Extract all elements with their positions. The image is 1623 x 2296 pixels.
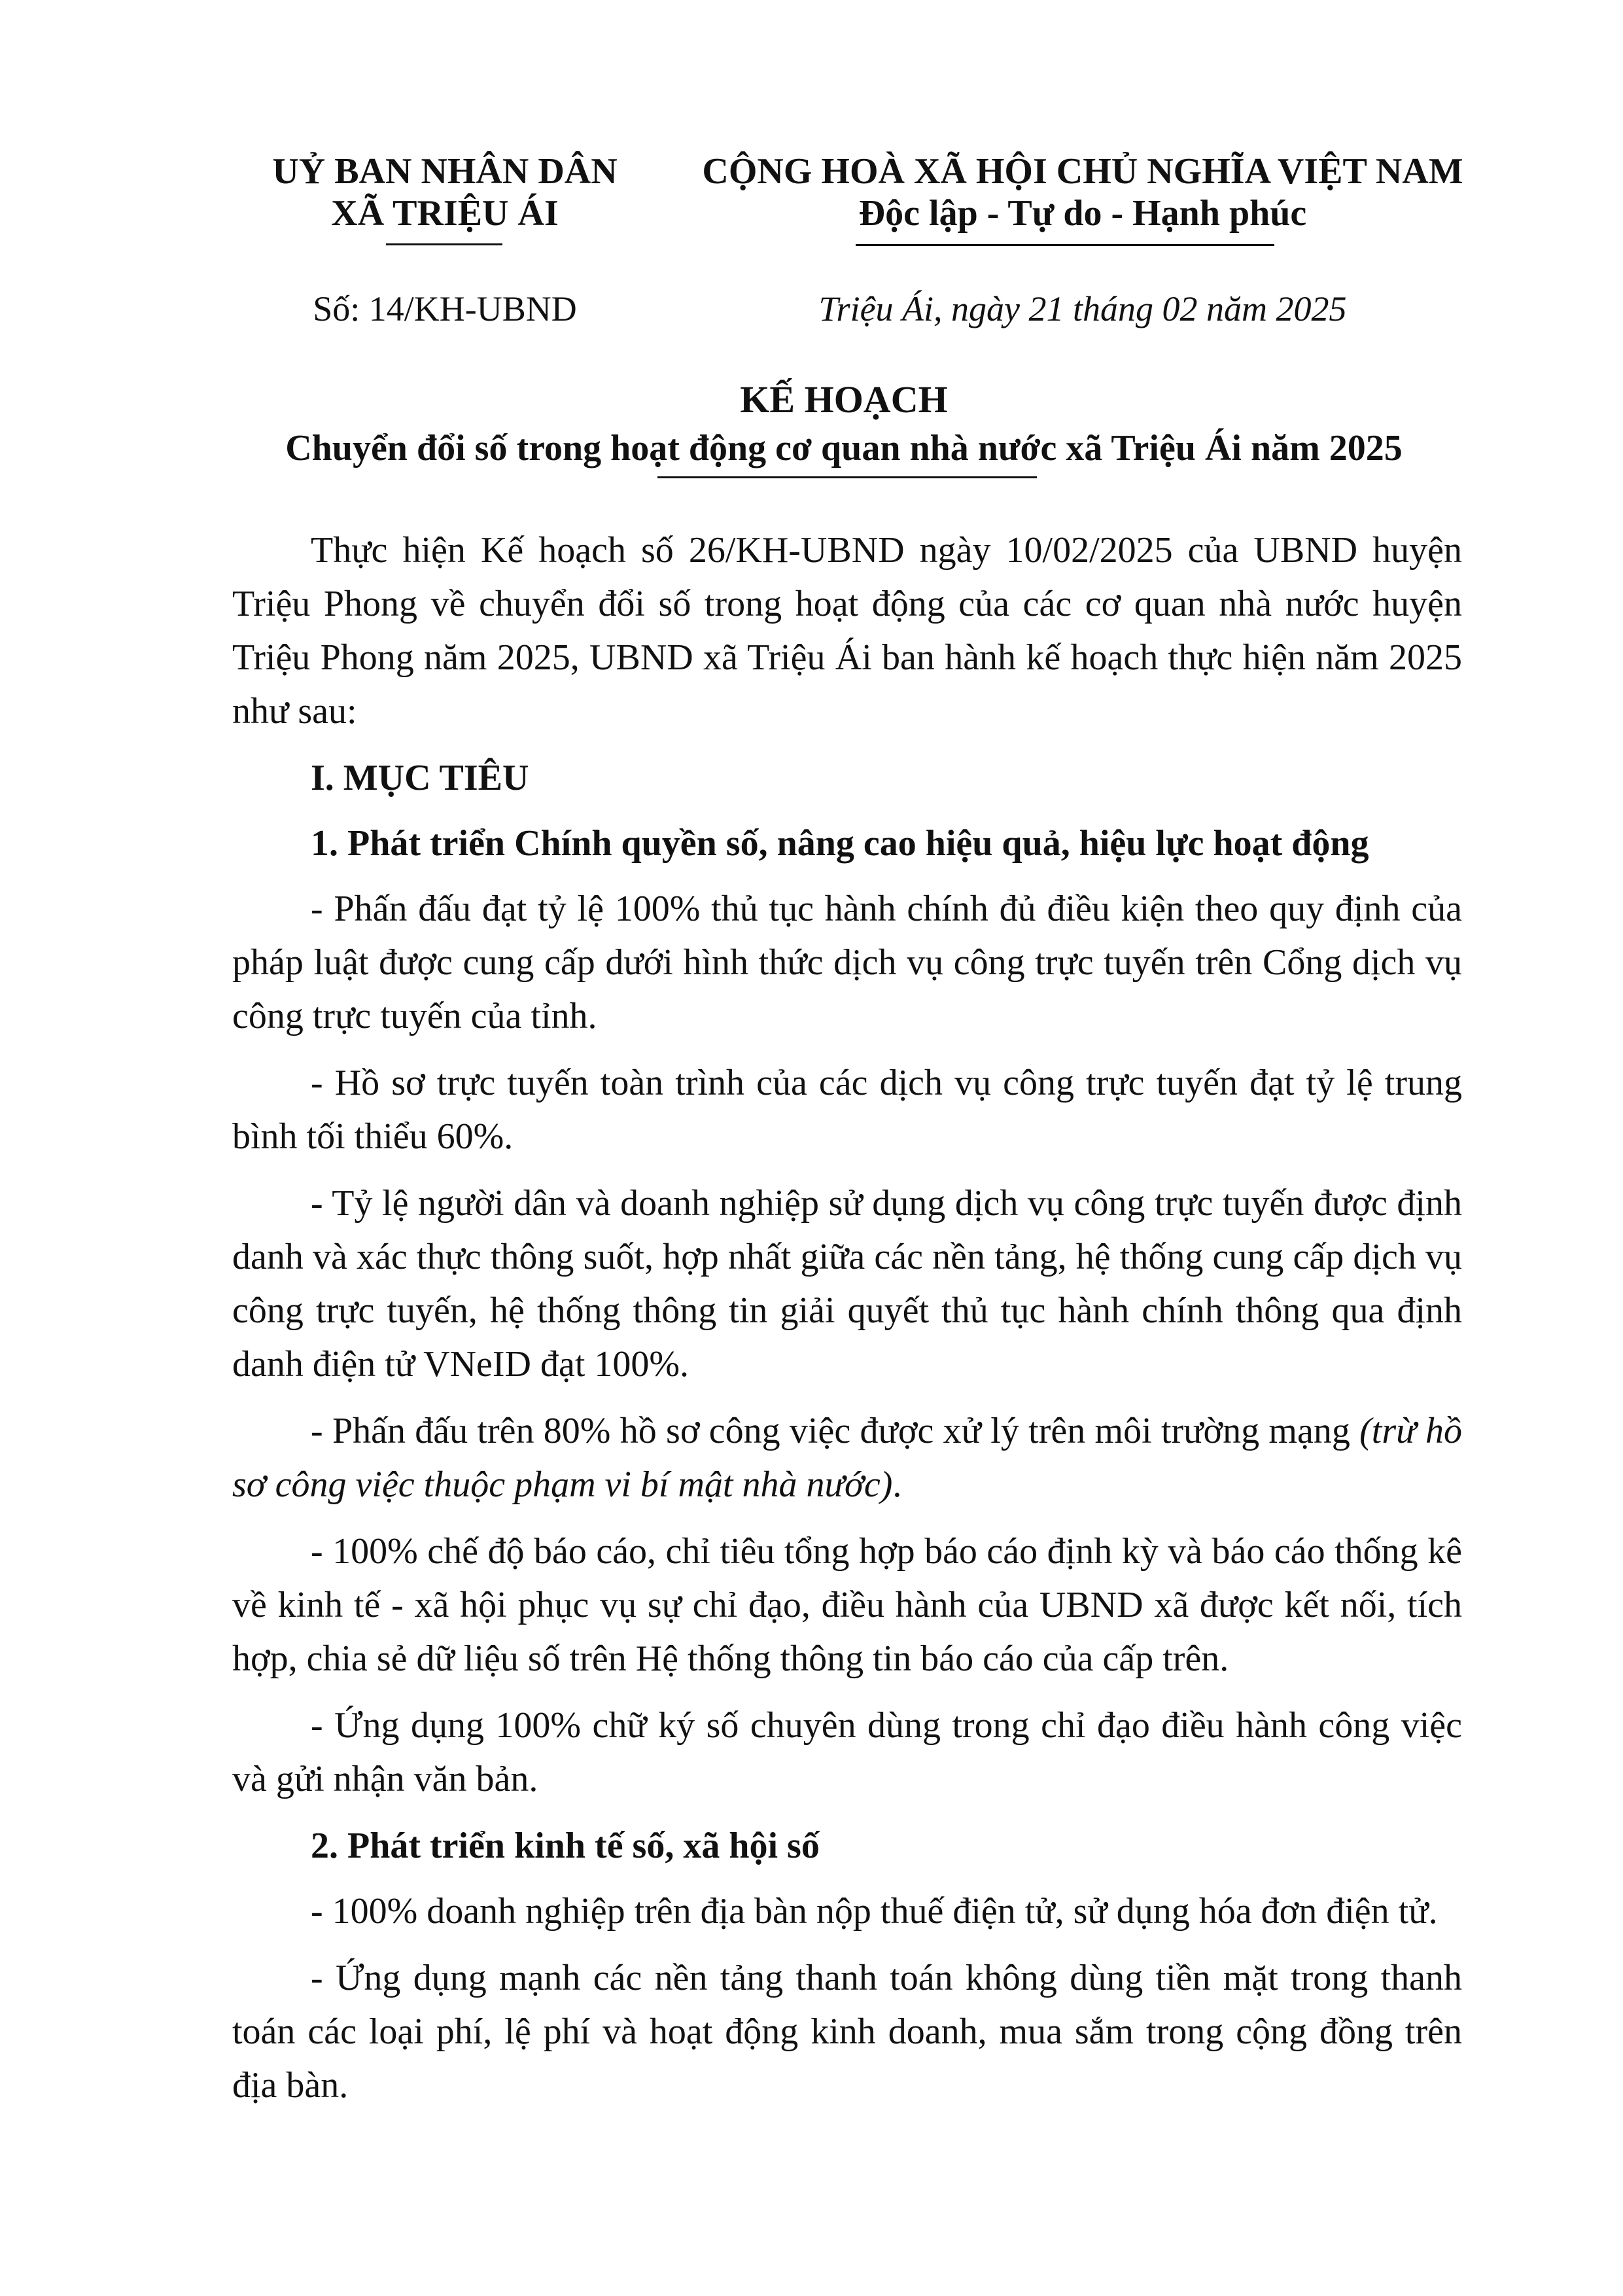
intro-paragraph: Thực hiện Kế hoạch số 26/KH-UBND ngày 10/02/2025 của UBND huyện Triệu Phong về chuyển đổi số trong hoạt động của các cơ quan nhà nước huyện Triệu Phong năm 2025, UBND xã Triệu Ái ban hành kế hoạch thực hiện năm 2025 như sau: [232, 530, 1462, 732]
objective-item: - Ứng dụng mạnh các nền tảng thanh toán không dùng tiền mặt trong thanh toán các loại phí, lệ phí và hoạt động kinh doanh, mua sắm trong cộng đồng trên địa bàn. [232, 1958, 1462, 2106]
objective-item: - Ứng dụng 100% chữ ký số chuyên dùng trong chỉ đạo điều hành công việc và gửi nhận văn bản. [232, 1705, 1462, 1799]
objective-item: - 100% doanh nghiệp trên địa bàn nộp thuế điện tử, sử dụng hóa đơn điện tử. [311, 1891, 1438, 1932]
agency-line-1: UỶ BAN NHÂN DÂN [272, 151, 618, 192]
document-subtitle: Chuyển đổi số trong hoạt động cơ quan nhà nước xã Triệu Ái năm 2025 [285, 428, 1403, 468]
motto-underline [856, 244, 1274, 246]
document-title: KẾ HOẠCH [740, 378, 948, 421]
section-heading-objectives: I. MỤC TIÊU [311, 758, 529, 798]
document-body [232, 523, 1462, 2125]
objective-item: - Phấn đấu đạt tỷ lệ 100% thủ tục hành chính đủ điều kiện theo quy định của pháp luật được cung cấp dưới hình thức dịch vụ công trực tuyến trên Cổng dịch vụ công trực tuyến của tỉnh. [232, 889, 1462, 1036]
objective-item [232, 1404, 1462, 1511]
document-date: Triệu Ái, ngày 21 tháng 02 năm 2025 [818, 289, 1347, 328]
national-motto: Độc lập - Tự do - Hạnh phúc [858, 193, 1307, 234]
subsection-heading-digital-government: 1. Phát triển Chính quyền số, nâng cao hiệu quả, hiệu lực hoạt động [311, 823, 1369, 864]
objective-item: - Hồ sơ trực tuyến toàn trình của các dịch vụ công trực tuyến đạt tỷ lệ trung bình tối thiểu 60%. [232, 1063, 1462, 1157]
national-title [680, 150, 1485, 234]
agency-underline [386, 243, 502, 245]
objective-item-end: . [892, 1464, 902, 1505]
issuing-agency [196, 150, 693, 234]
document-number: Số: 14/KH-UBND [313, 289, 577, 328]
agency-line-2: XÃ TRIỆU ÁI [331, 193, 559, 234]
objective-item: - 100% chế độ báo cáo, chỉ tiêu tổng hợp báo cáo định kỳ và báo cáo thống kê về kinh tế - xã hội phục vụ sự chỉ đạo, điều hành của UBND xã được kết nối, tích hợp, chia sẻ dữ liệu số trên Hệ thống thông tin báo cáo của cấp trên. [232, 1531, 1462, 1679]
objective-item-text: - Phấn đấu trên 80% hồ sơ công việc được xử lý trên môi trường mạng [311, 1411, 1360, 1451]
objective-item-note: (trừ hồ sơ công việc thuộc phạm vi bí mật nhà nước) [232, 1411, 1462, 1505]
subsection-heading-digital-economy: 2. Phát triển kinh tế số, xã hội số [311, 1826, 820, 1866]
national-name: CỘNG HOÀ XÃ HỘI CHỦ NGHĨA VIỆT NAM [702, 151, 1463, 192]
title-underline [657, 476, 1037, 478]
objective-item: - Tỷ lệ người dân và doanh nghiệp sử dụng dịch vụ công trực tuyến được định danh và xác thực thông suốt, hợp nhất giữa các nền tảng, hệ thống cung cấp dịch vụ công trực tuyến, hệ thống thông tin giải quyết thủ tục hành chính thông qua định danh điện tử VNeID đạt 100%. [232, 1183, 1462, 1385]
